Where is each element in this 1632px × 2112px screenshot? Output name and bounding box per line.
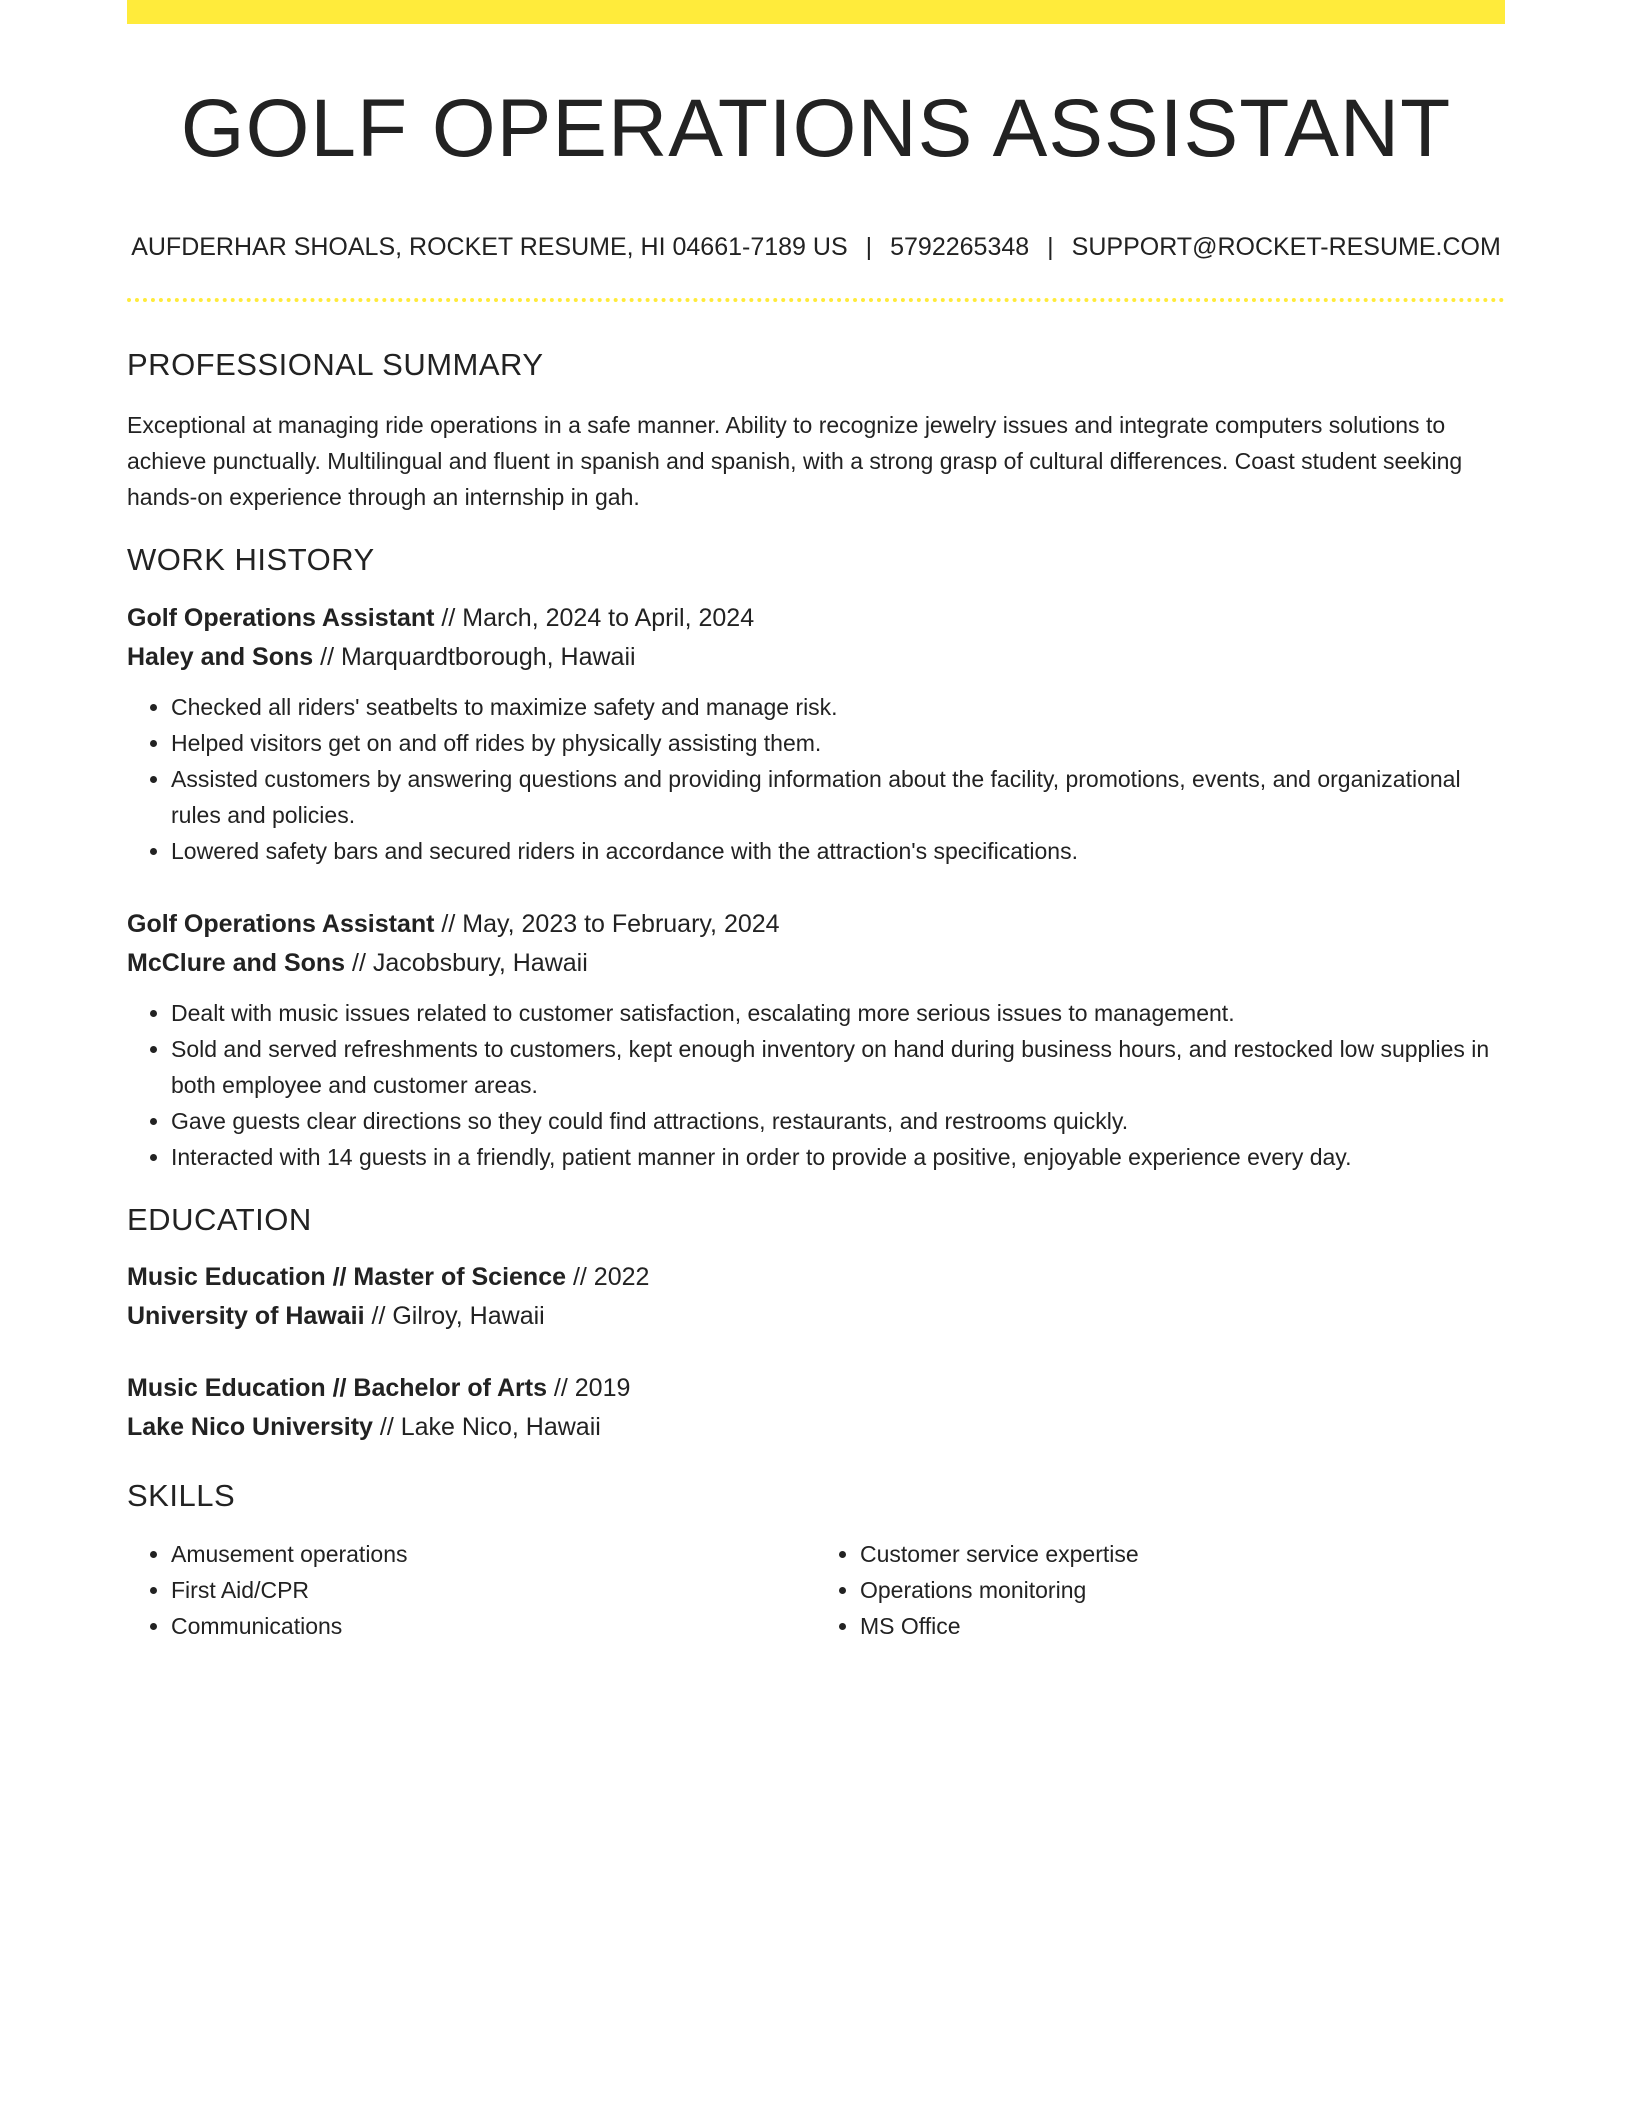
- job-entry: [127, 905, 1505, 1175]
- degree-year: // 2019: [546, 1373, 631, 1402]
- job-duty: • Assisted customers by answering questions and providing information about the facility, promotions, events, and organizational rules and policies.: [171, 761, 1505, 833]
- resume-page: [127, 0, 1505, 1644]
- skills-list-left: [127, 1536, 816, 1644]
- contact-separator: |: [1047, 233, 1054, 262]
- resume-title: GOLF OPERATIONS ASSISTANT: [180, 83, 1452, 174]
- job-dates: // May, 2023 to February, 2024: [434, 909, 780, 938]
- skills-list-right: [816, 1536, 1505, 1644]
- job-title-line: [127, 599, 1505, 638]
- school: Lake Nico University: [127, 1412, 373, 1441]
- job-duty: • Interacted with 14 guests in a friendly, patient manner in order to provide a positive, enjoyable experience every day.: [171, 1139, 1505, 1175]
- degree: Music Education // Bachelor of Arts: [127, 1373, 547, 1402]
- job-duties-list: [127, 995, 1505, 1175]
- skill-item: • First Aid/CPR: [171, 1572, 816, 1608]
- contact-address: AUFDERHAR SHOALS, ROCKET RESUME, HI 04661-7189 US: [131, 233, 848, 262]
- job-title-line: [127, 905, 1505, 944]
- job-duty: • Gave guests clear directions so they could find attractions, restaurants, and restrooms quickly.: [171, 1103, 1505, 1139]
- degree-line: [127, 1258, 1505, 1297]
- summary-text: Exceptional at managing ride operations in a safe manner. Ability to recognize jewelry issues and integrate computers solutions to achieve punctually. Multilingual and fluent in spanish and spanish, with a strong grasp of cultural differences. Coast student seeking hands-on experience through an internship in gah.: [127, 412, 1463, 511]
- degree-line: [127, 1369, 1505, 1408]
- job-location: // Jacobsbury, Hawaii: [345, 948, 588, 977]
- school: University of Hawaii: [127, 1301, 365, 1330]
- job-duty: • Lowered safety bars and secured riders in accordance with the attraction's specifications.: [171, 833, 1505, 869]
- job-duty: • Sold and served refreshments to customers, kept enough inventory on hand during business hours, and restocked low supplies in both employee and customer areas.: [171, 1031, 1505, 1103]
- contact-separator: |: [865, 233, 873, 262]
- degree-year: // 2022: [566, 1262, 650, 1291]
- dotted-divider: [127, 298, 1505, 302]
- job-location: // Marquardtborough, Hawaii: [313, 642, 636, 671]
- job-duty: • Dealt with music issues related to customer satisfaction, escalating more serious issues to management.: [171, 995, 1505, 1031]
- school-location: // Lake Nico, Hawaii: [372, 1412, 601, 1441]
- job-dates: // March, 2024 to April, 2024: [434, 603, 755, 632]
- school-line: [127, 1408, 1505, 1447]
- skill-item: • Communications: [171, 1608, 816, 1644]
- skill-item: • Operations monitoring: [860, 1572, 1505, 1608]
- skills-heading: SKILLS: [127, 1477, 236, 1513]
- skill-item: • MS Office: [860, 1608, 1505, 1644]
- skills-columns: [127, 1536, 1505, 1644]
- job-company: Haley and Sons: [127, 642, 314, 671]
- education-entry: [127, 1369, 1505, 1447]
- job-company-line: [127, 944, 1505, 983]
- education-heading: EDUCATION: [127, 1201, 312, 1237]
- job-company: McClure and Sons: [127, 948, 346, 977]
- education-entry: [127, 1258, 1505, 1336]
- skill-item: • Amusement operations: [171, 1536, 816, 1572]
- work-history-heading: WORK HISTORY: [127, 542, 375, 578]
- skill-item: • Customer service expertise: [860, 1536, 1505, 1572]
- job-role: Golf Operations Assistant: [127, 909, 435, 938]
- contact-phone: 5792265348: [890, 233, 1030, 262]
- job-role: Golf Operations Assistant: [127, 603, 435, 632]
- summary-heading: PROFESSIONAL SUMMARY: [127, 347, 544, 383]
- contact-line: [127, 232, 1505, 262]
- contact-email: SUPPORT@ROCKET-RESUME.COM: [1071, 233, 1501, 262]
- degree: Music Education // Master of Science: [127, 1262, 567, 1291]
- school-line: [127, 1297, 1505, 1336]
- job-duties-list: [127, 689, 1505, 869]
- job-duty: • Checked all riders' seatbelts to maximize safety and manage risk.: [171, 689, 1505, 725]
- job-company-line: [127, 638, 1505, 677]
- job-entry: [127, 599, 1505, 869]
- job-duty: • Helped visitors get on and off rides by physically assisting them.: [171, 725, 1505, 761]
- top-accent-bar: [127, 0, 1505, 24]
- school-location: // Gilroy, Hawaii: [364, 1301, 545, 1330]
